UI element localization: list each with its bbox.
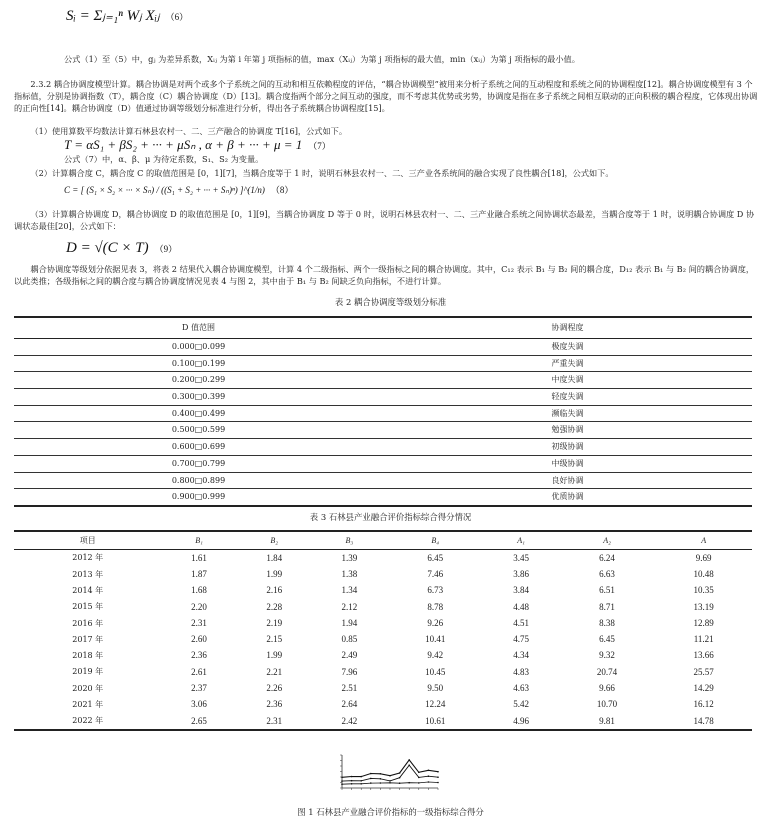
figure-1-caption: 图 1 石林县产业融合评价指标的一级指标综合得分 [297,807,484,817]
table-3-cell-value: 2.51 [341,683,358,693]
table-3-cell-value: 4.83 [513,666,530,677]
table-3-cell-value: 10.45 [425,666,446,677]
table-3-cell-value: 2.65 [161,713,236,730]
table-3-cell-value: 12.89 [693,617,714,628]
table-3-cell-value: 4.34 [513,650,530,661]
figure-1-lines [341,759,439,785]
table-3-cell-value: 10.61 [387,713,484,730]
table-3-cell-value: 8.78 [427,601,444,612]
table-3-cell-year: 2016 年 [72,618,104,628]
table-3-cell-value: 1.34 [341,585,358,596]
table-3-cell-value: 10.48 [693,568,714,579]
formula-6-expr: Sᵢ = Σⱼ₌₁ⁿ Wⱼ Xᵢⱼ [66,8,160,24]
table-2-header-coordination: 协调程度 [383,317,752,339]
table-3-cell-value: 9.81 [559,713,656,730]
figure-1-point [408,782,410,784]
figure-1-point [351,783,353,785]
figure-1-point [370,778,372,780]
figure-1-point [341,777,343,779]
figure-1-point [341,783,343,785]
table-3-cell-value: 9.32 [599,650,615,661]
table-3-row [14,566,752,582]
figure-1-point [399,777,401,779]
table-3-cell-value: 1.39 [341,552,358,563]
table-3-cell-value: 1.84 [266,552,283,563]
figure-1-point [408,764,410,766]
table-3-cell-value: 2.26 [266,683,283,693]
table-3-cell-value: 6.51 [599,585,615,596]
figure-1-point [341,780,343,782]
table-3-header-cell: B₄ [387,531,484,550]
table-2-cell-coordination: 濒临失调 [383,405,752,422]
table-3-cell-value: 9.42 [427,650,444,661]
table-3-cell-value: 2.37 [191,683,207,693]
figure-1-point [360,783,362,785]
table-3-cell-value: 6.45 [599,634,615,645]
table-3-cell-year: 2014 年 [72,585,104,595]
figure-1-point [360,780,362,782]
formula-9 [66,238,177,260]
table-2-cell-coordination: 勉强协调 [383,422,752,439]
table-3-header-row [14,531,752,550]
table-2-coupling-grades [14,316,752,507]
table-3-cell-value: 14.78 [655,713,752,730]
figure-1-point [380,773,382,775]
figure-1-point [428,781,430,783]
table-3-cell-value: 12.24 [425,699,446,710]
formula-7-expr: T = αS₁ + βS₂ + ··· + μSₙ , α + β + ··· + μ = 1 [64,137,303,152]
table-2-cell-coordination: 优质协调 [383,489,752,506]
table-3-row [14,713,752,730]
table-3-cell-value: 3.86 [513,568,530,579]
formula-9-number: （9） [154,244,178,254]
table-2-row [14,439,752,456]
formula-9-expr: D = √(C × T) [66,240,149,256]
table-3-cell-value: 9.69 [695,552,712,563]
table-3-cell-year: 2012 年 [72,553,104,563]
table-2-cell-d-range: 0.400□0.499 [14,405,383,422]
table-3-cell-value: 10.35 [693,585,714,596]
table-2-cell-coordination: 中级协调 [383,455,752,472]
table-3-cell-value: 1.38 [341,568,358,579]
figure-1-point [437,776,439,778]
table-3-header-cell: B₃ [312,531,387,550]
table-3-cell-value: 1.99 [266,568,283,579]
figure-1-point [380,782,382,784]
table-2-cell-coordination: 轻度失调 [383,389,752,406]
figure-1-series-line [342,765,438,781]
table-3-cell-value: 6.24 [599,552,615,563]
table-2-cell-d-range: 0.200□0.299 [14,372,383,389]
table-3-cell-value: 1.99 [266,650,283,661]
table-3-cell-value: 13.19 [693,601,714,612]
table-3-row [14,583,752,599]
table-3-row [14,697,752,713]
table-3-cell-value: 5.42 [513,699,530,710]
table-3-cell-value: 4.63 [513,683,530,693]
table-3-scores [14,530,752,731]
figure-1-point [360,776,362,778]
figure-1-point [370,773,372,775]
table-3-cell-value: 6.73 [427,585,444,596]
figure-1-point [351,780,353,782]
table-3-cell-value: 2.15 [266,634,283,645]
table-3-cell-value: 2.21 [266,666,283,677]
figure-1-point [437,782,439,784]
table-3-cell-value: 9.66 [599,683,615,693]
table-2-row [14,472,752,489]
table-2-cell-coordination: 中度失调 [383,372,752,389]
table-2-row [14,455,752,472]
table-3-cell-value: 2.49 [341,650,358,661]
table-3-cell-year: 2020 年 [72,683,104,693]
table-3-cell-value: 2.64 [341,699,358,710]
paragraph-step-1: （1）使用算数平均数法计算石林县农村一、二、三产融合的协调度 T[16]，公式如下。 [30,126,348,136]
figure-1-point [437,771,439,773]
formula-7 [64,136,331,155]
table-3-header-cell: 项目 [14,531,161,550]
figure-1-point [389,775,391,777]
table-3-cell-value: 2.36 [266,699,283,710]
paragraph-coupling-model: 2.3.2 耦合协调度模型计算。耦合协调是对两个或多个子系统之间的互动和相互依赖程度的评估，“耦合协调模型”被用来分析子系统之间的互动程度和系统之间的协调程度[12]。耦合协调度模型有 3 个指标值，分别是协调指数（T），耦合度（C）耦合协调度（D）[13]。耦合度指两个部分之间互动的强度，而不考虑其优势或劣势，协调度是指在多子系统之间相互联动的正向积极的耦合程度，它体现出协调的正向性[14]。耦合协调度（D）值通过协调等级划分标准进行分析，得出各子系统耦合协调程度[15]。 [14,79,758,113]
table-3-header-cell: B₂ [237,531,312,550]
table-2-cell-coordination: 初级协调 [383,439,752,456]
table-3-cell-value: 2.19 [266,617,283,628]
table-3-cell-value: 4.51 [513,617,530,628]
table-3-cell-value: 13.66 [693,650,714,661]
table-2-caption: 表 2 耦合协调度等级划分标准 [334,297,447,307]
table-3-cell-year: 2018 年 [72,651,104,661]
table-3-row [14,648,752,664]
table-3-cell-year: 2019 年 [72,667,104,677]
table-3-cell-value: 20.74 [596,666,618,677]
table-2-row [14,339,752,356]
figure-1-point [399,782,401,784]
formula-6 [66,6,188,28]
paragraph-formula-7-notes: 公式（7）中，α、β、μ 为待定系数，S₁、S₂ 为变量。 [64,154,264,164]
table-2-header-row [14,317,752,339]
table-3-cell-value: 10.70 [596,699,618,710]
table-3-cell-value: 2.31 [191,617,207,628]
table-3-cell-value: 6.45 [427,552,444,563]
figure-1-series-line [342,760,438,777]
table-3-cell-value: 7.46 [427,568,444,579]
table-3-cell-value: 3.45 [513,552,530,563]
table-3-cell-value: 4.96 [484,713,559,730]
table-3-cell-value: 8.71 [599,601,615,612]
figure-1-point [389,782,391,784]
formula-8 [64,184,293,197]
table-3-header-cell: A₁ [484,531,559,550]
table-2-row [14,389,752,406]
table-2-row [14,489,752,506]
table-3-header-cell: B₁ [161,531,236,550]
table-3-cell-year: 2013 年 [72,569,104,579]
table-3-cell-year: 2017 年 [72,634,104,644]
figure-1-point [418,772,420,774]
table-2-cell-d-range: 0.900□0.999 [14,489,383,506]
paragraph-step-3: （3）计算耦合协调度 D，耦合协调度 D 的取值范围是 [0，1][9]，当耦合协调度 D 等于 0 时，说明石林县农村一、二、三产业融合系统之间协调状态最差，当耦合度等于 1 时，说明耦合协调度 D 协调状态最佳[20]，公式如下： [14,209,755,231]
table-3-cell-value: 11.21 [693,634,714,645]
table-3-cell-value: 2.60 [191,634,207,645]
table-3-cell-value: 8.38 [599,617,615,628]
figure-1-chart [334,752,444,794]
table-3-cell-value: 1.68 [191,585,207,596]
table-2-cell-d-range: 0.100□0.199 [14,355,383,372]
table-3-cell-value: 2.12 [341,601,358,612]
table-3-cell-value: 9.26 [427,617,444,628]
table-3-cell-year: 2022 年 [14,713,161,730]
table-3-cell-value: 2.31 [237,713,312,730]
figure-1-point [351,776,353,778]
table-2-cell-d-range: 0.700□0.799 [14,455,383,472]
table-2-row [14,405,752,422]
table-3-cell-value: 1.61 [191,552,207,563]
table-3-cell-year: 2021 年 [72,700,104,710]
table-2-cell-d-range: 0.800□0.899 [14,472,383,489]
figure-1-point [418,777,420,779]
table-2-cell-coordination: 严重失调 [383,355,752,372]
figure-1-point [418,782,420,784]
table-3-cell-value: 3.06 [191,699,207,710]
table-3-cell-value: 2.36 [191,650,207,661]
table-3-row [14,664,752,680]
table-3-cell-value: 4.75 [513,634,530,645]
table-3-cell-value: 14.29 [693,683,714,693]
table-3-header-cell: A [655,531,752,550]
table-3-row [14,631,752,647]
table-2-cell-d-range: 0.300□0.399 [14,389,383,406]
figure-1-point [370,782,372,784]
table-3-cell-value: 9.50 [427,683,444,693]
table-3-cell-value: 7.96 [341,666,358,677]
table-3-cell-value: 6.63 [599,568,615,579]
table-2-cell-coordination: 良好协调 [383,472,752,489]
table-3-cell-value: 2.61 [191,666,207,677]
table-3-cell-value: 16.12 [693,699,714,710]
table-3-row [14,550,752,567]
table-3-cell-value: 4.48 [513,601,530,612]
table-3-row [14,680,752,696]
table-2-cell-d-range: 0.000□0.099 [14,339,383,356]
paragraph-formula-notes: 公式（1）至（5）中，gⱼ 为差异系数，Xᵢⱼ 为第 i 年第 j 项指标的值，max（Xᵢⱼ）为第 j 项指标的最大值，min（xᵢⱼ）为第 j 项指标的最小值。 [64,54,580,64]
figure-1-axes [340,755,438,790]
table-3-row [14,599,752,615]
table-3-cell-value: 2.20 [191,601,207,612]
table-3-cell-value: 3.84 [513,585,530,596]
formula-8-number: （8） [270,185,294,195]
table-2-row [14,355,752,372]
figure-1-point [428,775,430,777]
table-3-cell-value: 10.41 [425,634,446,645]
paragraph-coupling-results: 耦合协调度等级划分依据见表 3，将表 2 结果代入耦合协调度模型，计算 4 个二级指标、两个一级指标之间的耦合协调度。其中，C₁₂ 表示 B₁ 与 B₂ 间的耦合度，D₁₂ 表示 B₁ 与 B₂ 间的耦合协调度，以此类推；各级指标之间的耦合度与耦合协调度情况见表 4 与图 2，其中由于 B₁ 与 B₂ 间缺乏负向指标，不进行计算。 [14,264,755,286]
table-2-cell-d-range: 0.500□0.599 [14,422,383,439]
table-3-cell-value: 1.94 [341,617,358,628]
table-3-cell-value: 0.85 [341,634,358,645]
figure-1-point [428,770,430,772]
table-3-cell-value: 1.87 [191,568,207,579]
formula-8-expr: C = [ (S₁ × S₂ × ··· × Sₙ) / ((S₁ + S₂ + ··· + Sₙ)ⁿ) ]^(1/n) [64,185,265,195]
table-2-header-d-range: D 值范围 [14,317,383,339]
table-2-cell-coordination: 极度失调 [383,339,752,356]
figure-1-point [380,778,382,780]
table-3-cell-value: 2.16 [266,585,283,596]
formula-6-number: （6） [165,12,189,22]
table-2-row [14,422,752,439]
table-3-caption: 表 3 石林县产业融合评价指标综合得分情况 [309,512,472,522]
figure-1-point [389,780,391,782]
table-3-cell-value: 25.57 [693,666,714,677]
paragraph-step-2: （2）计算耦合度 C，耦合度 C 的取值范围是 [0，1][7]，当耦合度等于 1 时，说明石林县农村一、二、三产业各系统间的融合实现了良性耦合[18]，公式如下。 [30,168,614,178]
table-3-cell-value: 2.42 [312,713,387,730]
table-2-row [14,372,752,389]
table-3-cell-value: 2.28 [266,601,283,612]
table-2-cell-d-range: 0.600□0.699 [14,439,383,456]
table-3-header-cell: A₂ [559,531,656,550]
formula-7-number: （7） [308,141,331,151]
table-3-cell-year: 2015 年 [72,602,104,612]
figure-1-point [408,759,410,761]
table-3-row [14,615,752,631]
figure-1-point [399,772,401,774]
